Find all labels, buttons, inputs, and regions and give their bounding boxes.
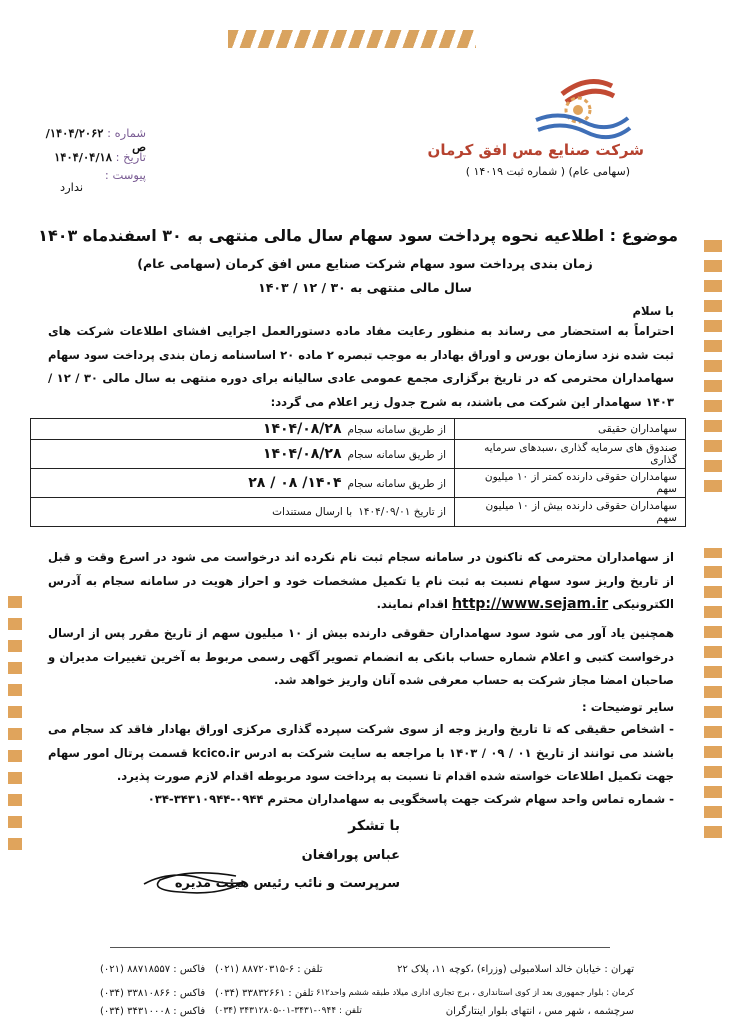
sejam-paragraph [48,546,674,617]
footer-kerman-tel: تلفن : ۳۳۸۳۲۶۶۱ (۰۳۴) [215,988,314,999]
payment-method: از طریق سامانه سجام [347,449,446,461]
subject-title: اطلاعیه نحوه پرداخت سود سهام سال مالی منتهی به ۳۰ اسفندماه ۱۴۰۳ [38,226,605,245]
logo-icon [500,72,650,142]
subject-label: موضوع : [609,226,678,245]
payment-date: با ارسال مستندات [272,506,353,518]
payment-date: ۱۴۰۴/۰۸/۲۸ [262,421,342,437]
shareholder-category: سهامداران حقوقی دارنده کمتر از ۱۰ میلیون سهم [455,469,686,498]
payment-date: ۱۴۰۴/۰۸/۲۸ [262,446,342,462]
payment-method-cell [31,498,455,527]
letter-attachment [36,168,146,182]
attachment-value: ندارد [60,180,84,194]
company-registration: (سهامی عام) ( شماره ثبت ۱۴۰۱۹ ) [465,165,630,178]
sejam-text: از سهامداران محترمی که تاکنون در سامانه سجام ثبت نام نکرده اند درخواست می شود در اسرع وقت و قبل از تاریخ واریز سود سهام نسبت به ثبت نام یا تکمیل مشخصات خود و احراز هویت در سامانه سجام به آدرس الکترونیکی [48,550,674,611]
footer-sarcheshmeh-fax: فاکس : ۳۴۳۱۰۰۰۸ (۰۳۴) [100,1006,206,1017]
number-value: ۱۴۰۴/۲۰۶۲/ص [45,126,146,154]
company-name: شرکت صنایع مس افق کرمان [427,141,644,159]
left-decorative-stripe [8,590,22,850]
sejam-text-end: اقدام نمایند. [376,597,449,611]
payment-method-cell [31,469,455,498]
footer-tehran-address: تهران : خیابان خالد اسلامبولی (وزراء) ،کوچه ۱۱، پلاک ۲۲ [397,964,634,975]
payment-method: از تاریخ ۱۴۰۴/۰۹/۰۱ [358,506,446,518]
shareholder-category: سهامداران حقیقی [455,419,686,440]
table-row [31,419,686,440]
table-row [31,498,686,527]
footer-tehran-tel: تلفن : ۶-۸۸۷۲۰۳۱۵ (۰۲۱) [215,964,323,975]
shareholder-category: سهامداران حقوقی دارنده بیش از ۱۰ میلیون سهم [455,498,686,527]
letter-date [36,150,146,164]
table-row [31,469,686,498]
handwritten-signature-icon [140,862,250,902]
payment-date: ۱۴۰۴/ ۰۸ / ۲۸ [248,475,342,491]
payment-method: از طریق سامانه سجام [347,478,446,490]
signer-title: سرپرست و نائب رئیس هیئت مدیره [174,876,400,891]
note-2: - شماره تماس واحد سهام شرکت جهت پاسخگویی به سهامداران محترم ۰۹۴۴-۳۴۳۱۰۹۴۴-۰۳۴ [147,792,674,806]
note-1: - اشخاص حقیقی که تا تاریخ واریز وجه از سوی شرکت سپرده گذاری مرکزی اوراق بهادار فاقد کد سجام می باشند می توانند از تاریخ ۰۱ / ۰۹ / ۱۴۰۳ با مراجعه به سایت شرکت به ادرس kcico.ir قسمت پرتال امور سهام جهت تکمیل اطلاعات خواسته شده اقدام تا نسبت به پرداخت سود مربوطه اقدام لازم صورت پذیرد. [48,722,674,783]
footer-divider [110,947,610,948]
footer-kerman-fax: فاکس : ۳۳۸۱۰۸۶۶ (۰۳۴) [100,988,206,999]
payment-method-cell [31,440,455,469]
signer-name: عباس پورافغان [301,848,400,863]
thanks: با تشکر [348,818,400,834]
number-label: شماره : [107,126,146,140]
payment-method-cell [31,419,455,440]
intro-paragraph: احتراماً به استحضار می رساند به منظور رعایت مفاد ماده دستورالعمل اجرایی افشای اطلاعات شرکت های ثبت شده نزد سازمان بورس و اوراق بهادار به موجب تبصره ۲ ماده ۲۰ اساسنامه زمان بندی پرداخت سود سهام سهامداران محترمی که در تاریخ برگزاری مجمع عمومی عادی سالیانه برای دوره منتهی به سال مالی ۳۰ / ۱۲ / ۱۴۰۳ سهامدار این شرکت می باشند، به شرح جدول زیر اعلام می گردد: [48,324,674,409]
subject-line [38,226,678,245]
footer-sarcheshmeh-address: سرچشمه ، شهر مس ، انتهای بلوار اینتارگران [445,1006,634,1017]
sejam-link[interactable]: http://www.sejam.ir [452,596,609,612]
payment-schedule-table [30,418,686,527]
fiscal-year-line: سال مالی منتهی به ۳۰ / ۱۲ / ۱۴۰۳ [258,280,472,295]
footer-sarcheshmeh-tel: تلفن : ۰۹۴۴-۳۴۳۱-۰۱-۳۴۳۱۲۸۰۵ (۰۳۴) [215,1006,362,1016]
table-row [31,440,686,469]
shareholder-category: صندوق های سرمایه گذاری ،سبدهای سرمایه گذاری [455,440,686,469]
greeting: با سلام [632,304,674,318]
top-decorative-stripe [228,30,476,48]
legal-holders-paragraph: همچنین یاد آور می شود سود سهامداران حقوقی دارنده بیش از ۱۰ میلیون سهم از تاریخ مقرر پس از ارسال درخواست کتبی و اعلام شماره حساب بانکی به انضمام تصویر آگهی رسمی مربوط به آخرین تغییرات مدیران و صاحبان امضا مجاز شرکت به حساب معرفی شده آنان واریز خواهد شد. [48,626,674,687]
attachment-label: پیوست : [104,168,146,182]
date-value: ۱۴۰۴/۰۴/۱۸ [54,150,112,164]
notes-title: سایر توضیحات : [582,700,674,714]
payment-method: از طریق سامانه سجام [347,424,446,436]
right-decorative-stripe-upper [704,240,722,492]
footer-kerman-address: کرمان : بلوار جمهوری بعد از کوی استانداری ، برج تجاری اداری میلاد طبقه ششم واحد۶۱۲ [315,988,634,998]
subject-subtitle: زمان بندی پرداخت سود سهام شرکت صنایع مس افق کرمان (سهامی عام) [137,256,593,271]
date-label: تاریخ : [115,150,146,164]
right-decorative-stripe-lower [704,548,722,838]
footer-tehran-fax: فاکس : ۸۸۷۱۸۵۵۷ (۰۲۱) [100,964,206,975]
